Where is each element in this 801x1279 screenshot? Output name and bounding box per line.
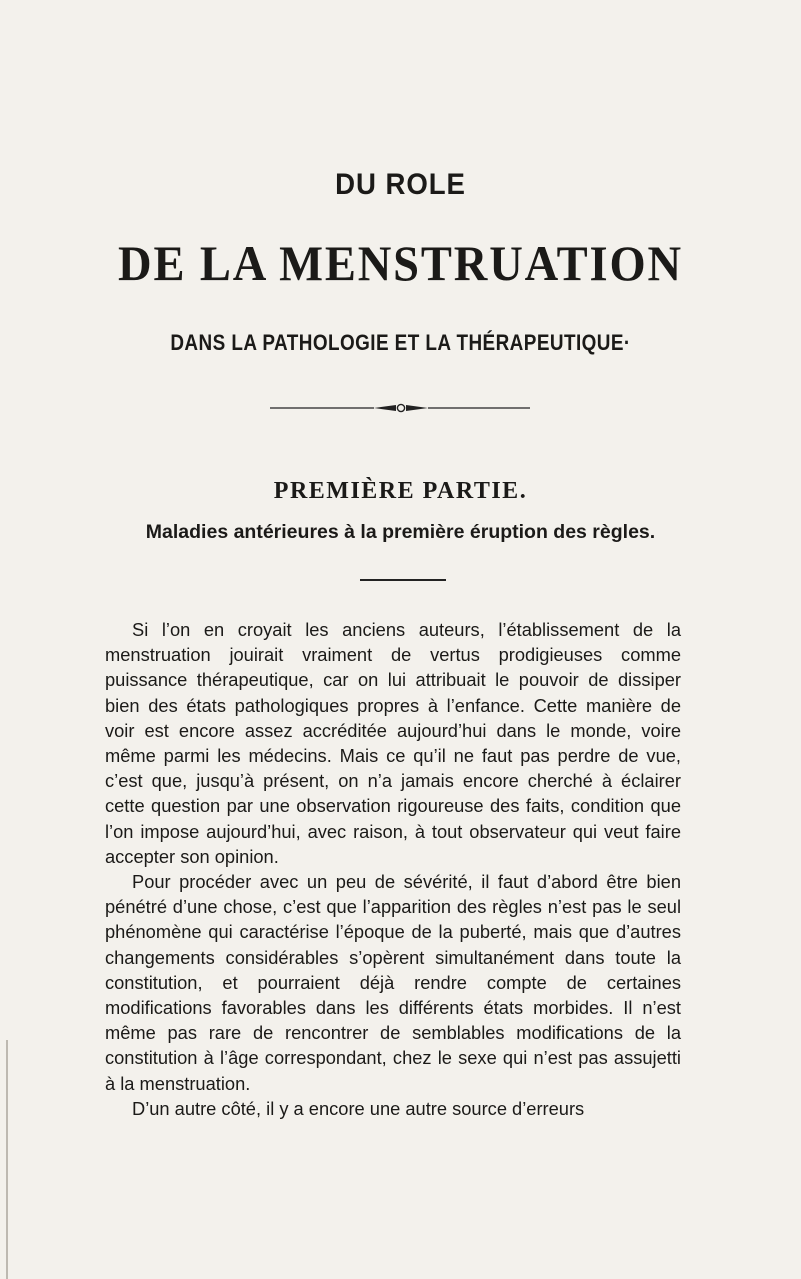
- title-line-1: DU ROLE: [335, 168, 466, 201]
- paragraph-2: Pour procéder avec un peu de sévérité, il faut d’abord être bien pénétré d’une chose, c’est que l’apparition des règles n’est pas le seul phénomène qui caractérise l’époque de la puberté, mais que d’autres changements considérables s’opèrent simultanément dans toute la constitution, et pourraient déjà rendre compte de certaines modifications favorables dans les différents états morbides. Il n’est même pas rare de rencontrer de semblables modifications de la constitution à l’âge correspondant, chez le sexe qui n’est pas assujetti à la menstruation.: [105, 871, 681, 1094]
- paragraph-3: D’un autre côté, il y a encore une autre source d’erreurs: [132, 1097, 585, 1119]
- part-heading: PREMIÈRE PARTIE.: [273, 478, 528, 504]
- section-subtitle: Maladies antérieures à la première éruption des règles.: [145, 521, 656, 543]
- page-edge-shadow: [6, 1040, 8, 1279]
- ornament-rule-icon: [270, 400, 530, 416]
- body-text: [105, 617, 681, 1121]
- main-title: DE LA MENSTRUATION: [118, 235, 683, 291]
- paragraph-1: Si l’on en croyait les anciens auteurs, l’établissement de la menstruation jouirait vraiment de vertus prodigieuses comme puissance thérapeutique, car on lui attribuait le pouvoir de dissiper bien des états pathologiques propres à l’enfance. Cette manière de voir est encore assez accréditée aujourd’hui dans le monde, voire même parmi les médecins. Mais ce qu’il ne faut pas perdre de vue, c’est que, jusqu’à présent, on n’a jamais encore cherché à éclairer cette question par une observation rigoureuse des faits, condition que l’on impose aujourd’hui, avec raison, à tout observateur qui veut faire accepter son opinion.: [105, 619, 681, 867]
- title-line-3: DANS LA PATHOLOGIE ET LA THÉRAPEUTIQUE·: [170, 330, 631, 355]
- section-divider: [360, 579, 446, 581]
